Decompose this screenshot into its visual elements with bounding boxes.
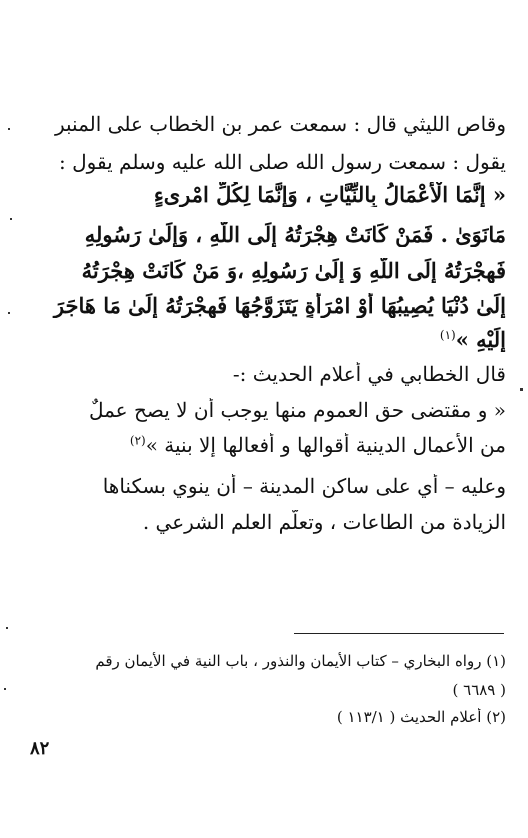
text-line-3: قال الخطابي في أعلام الحديث :- — [232, 362, 506, 386]
footnote-1-cont: ( ٦٦٨٩ ) — [452, 681, 506, 699]
margin-speck — [4, 688, 6, 690]
text-line-1: وقاص الليثي قال : سمعت عمر بن الخطاب على المنبر — [54, 112, 506, 136]
footnote-1: (١) رواه البخاري – كتاب الأيمان والنذور ، باب النية في الأيمان رقم — [95, 652, 506, 670]
hadith-line-1: « إِنَّمَا الْأَعْمَالُ بِالنِّيَّاتِ ، وَإِنَّمَا لِكُلِّ امْرِىءٍ — [153, 182, 506, 207]
footnote-divider — [294, 633, 504, 634]
hadith-line-3: فَهِجْرَتُهُ إِلَى اللَّهِ وَ إِلَىٰ رَسُولِهِ ،وَ مَنْ كَانَتْ هِجْرَتُهُ — [81, 258, 506, 283]
hadith-line-2: مَانَوَىٰ . فَمَنْ كَانَتْ هِجْرَتُهُ إِلَى اللَّهِ ، وَإِلَىٰ رَسُولِهِ — [84, 222, 506, 247]
text-line-4: « و مقتضى حق العموم منها يوجب أن لا يصح عملٌ — [88, 398, 506, 422]
hadith-line-5 — [24, 327, 506, 352]
text-line-5-text: من الأعمال الدينية أقوالها و أفعالها إلا بنية » — [145, 433, 506, 457]
text-line-2: يقول : سمعت رسول الله صلى الله عليه وسلم يقول : — [59, 150, 506, 174]
margin-speck — [520, 388, 523, 391]
footnote-ref-1: (١) — [439, 328, 456, 342]
hadith-line-5-text: إِلَيْهِ » — [455, 327, 506, 352]
margin-speck — [10, 218, 12, 220]
hadith-line-4: إِلَىٰ دُنْيَا يُصِيبُهَا أَوْ امْرَأَةٍ يَتَزَوَّجُهَا فَهِجْرَتُهُ إِلَىٰ مَا هَاجَرَ — [53, 293, 506, 318]
text-line-6: وعليه – أي على ساكن المدينة – أن ينوي بسكناها — [102, 474, 506, 498]
text-line-5 — [24, 433, 506, 457]
margin-speck — [8, 128, 10, 130]
page-number: ٨٢ — [30, 738, 50, 759]
margin-speck — [6, 627, 8, 629]
footnote-ref-2: (٢) — [129, 433, 146, 448]
text-line-7: الزيادة من الطاعات ، وتعلّم العلم الشرعي . — [142, 510, 506, 534]
margin-speck — [8, 312, 10, 314]
footnote-2: (٢) أعلام الحديث ( ١١٣/١ ) — [336, 708, 506, 726]
